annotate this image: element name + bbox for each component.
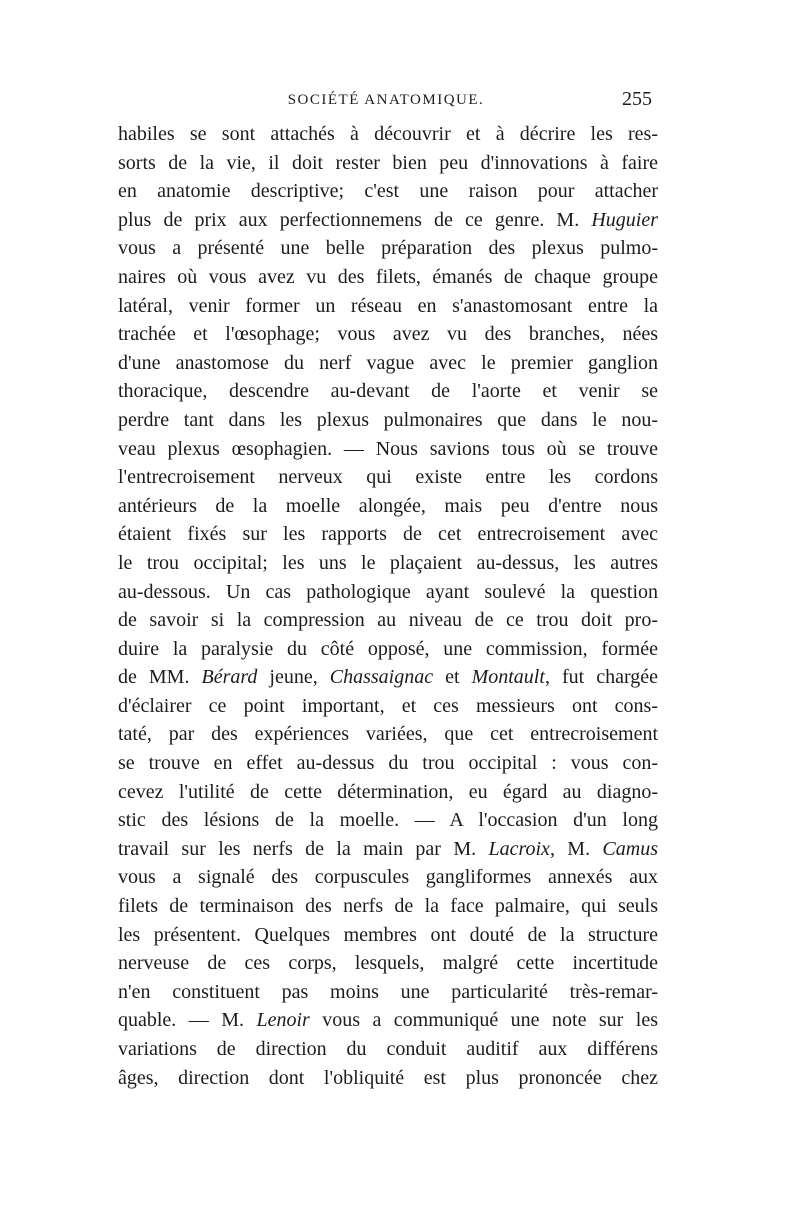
body-text (118, 120, 658, 1092)
text-run: antérieurs de la moelle alongée, mais peu d'entre nous (118, 494, 658, 517)
text-line (118, 1064, 658, 1093)
italic-name: Chassaignac (329, 666, 434, 689)
italic-name: Bérard (201, 666, 258, 689)
text-run: et (433, 666, 472, 689)
text-line (118, 492, 658, 521)
text-line (118, 578, 658, 607)
text-run: le trou occipital; les uns le plaçaient au-dessus, les autres (118, 551, 658, 574)
text-line (118, 663, 658, 692)
italic-name: Montault (471, 666, 545, 689)
text-line (118, 320, 658, 349)
text-line (118, 234, 658, 263)
text-run: , M. (549, 837, 603, 860)
running-title: SOCIÉTÉ ANATOMIQUE. (287, 92, 485, 108)
text-line (118, 863, 658, 892)
text-run: vous a communiqué une note sur les (309, 1009, 659, 1032)
text-run: trachée et l'œsophage; vous avez vu des branches, nées (118, 323, 658, 346)
text-run: d'éclairer ce point important, et ces messieurs ont cons- (118, 694, 658, 717)
text-line (118, 463, 658, 492)
text-run: sorts de la vie, il doit rester bien peu d'innovations à faire (118, 151, 658, 174)
text-run: se trouve en effet au-dessus du trou occipital : vous con- (118, 752, 658, 775)
text-run: jeune, (257, 666, 330, 689)
italic-name: Huguier (591, 208, 658, 231)
text-line (118, 606, 658, 635)
text-line (118, 692, 658, 721)
text-run: quable. — M. (118, 1009, 257, 1032)
text-line (118, 949, 658, 978)
text-line (118, 149, 658, 178)
italic-name: Camus (602, 837, 658, 860)
text-run: veau plexus œsophagien. — Nous savions tous où se trouve (118, 437, 658, 460)
text-line (118, 749, 658, 778)
running-head (120, 88, 652, 118)
text-line (118, 892, 658, 921)
text-run: taté, par des expériences variées, que cet entrecroisement (118, 723, 658, 746)
text-line (118, 1035, 658, 1064)
text-run: en anatomie descriptive; c'est une raison pour attacher (118, 180, 658, 203)
text-run: n'en constituent pas moins une particularité très-remar- (118, 980, 658, 1003)
text-run: d'une anastomose du nerf vague avec le premier ganglion (118, 351, 658, 374)
page-number: 255 (622, 88, 652, 110)
text-line (118, 835, 658, 864)
text-line (118, 292, 658, 321)
text-run: plus de prix aux perfectionnemens de ce genre. M. (118, 208, 592, 231)
text-line (118, 978, 658, 1007)
text-run: vous a présenté une belle préparation des plexus pulmo- (118, 237, 658, 260)
text-line (118, 720, 658, 749)
text-line (118, 406, 658, 435)
italic-name: Lenoir (256, 1009, 310, 1032)
text-line (118, 635, 658, 664)
text-run: les présentent. Quelques membres ont douté de la structure (118, 923, 658, 946)
text-run: duire la paralysie du côté opposé, une commission, formée (118, 637, 658, 660)
text-line (118, 1006, 658, 1035)
text-line (118, 120, 658, 149)
text-run: filets de terminaison des nerfs de la face palmaire, qui seuls (118, 895, 658, 918)
italic-name: Lacroix (488, 837, 550, 860)
text-run: étaient fixés sur les rapports de cet entrecroisement avec (118, 523, 658, 546)
text-line (118, 806, 658, 835)
text-line (118, 921, 658, 950)
text-line (118, 377, 658, 406)
text-line (118, 778, 658, 807)
text-run: naires où vous avez vu des filets, émanés de chaque groupe (118, 265, 658, 288)
text-run: perdre tant dans les plexus pulmonaires que dans le nou- (118, 408, 658, 431)
text-run: vous a signalé des corpuscules gangliformes annexés aux (118, 866, 658, 889)
text-run: , fut chargée (544, 666, 658, 689)
text-run: nerveuse de ces corps, lesquels, malgré cette incertitude (118, 952, 658, 975)
text-run: cevez l'utilité de cette détermination, eu égard au diagno- (118, 780, 658, 803)
text-line (118, 263, 658, 292)
text-run: latéral, venir former un réseau en s'anastomosant entre la (118, 294, 658, 317)
text-run: thoracique, descendre au-devant de l'aorte et venir se (118, 380, 658, 403)
text-run: variations de direction du conduit auditif aux différens (118, 1038, 658, 1060)
text-run: au-dessous. Un cas pathologique ayant soulevé la question (118, 580, 658, 603)
text-line (118, 549, 658, 578)
text-line (118, 435, 658, 464)
text-line (118, 206, 658, 235)
text-run: habiles se sont attachés à découvrir et à décrire les res- (118, 123, 658, 145)
text-run: stic des lésions de la moelle. — A l'occasion d'un long (118, 809, 658, 832)
text-run: de MM. (118, 666, 202, 689)
text-run: l'entrecroisement nerveux qui existe entre les cordons (118, 466, 658, 489)
text-run: travail sur les nerfs de la main par M. (118, 837, 489, 860)
text-run: de savoir si la compression au niveau de ce trou doit pro- (118, 609, 658, 632)
text-line (118, 349, 658, 378)
text-line (118, 177, 658, 206)
text-line (118, 520, 658, 549)
text-run: âges, direction dont l'obliquité est plus prononcée chez (118, 1066, 658, 1089)
